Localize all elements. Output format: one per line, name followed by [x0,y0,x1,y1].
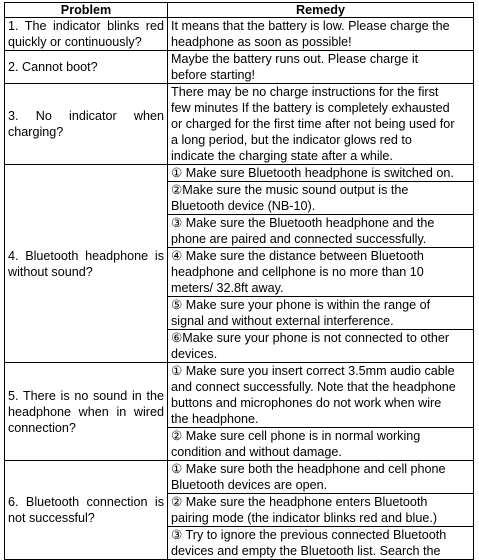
table-row [5,18,474,51]
remedy-step [168,165,473,182]
remedy-step [168,84,473,164]
header-row [5,3,474,18]
remedy-line: ① Make sure Bluetooth headphone is switched on. [171,166,454,180]
remedy-step [168,18,473,50]
remedy-line: pairing mode (the indicator blinks red and blue.) [171,511,438,525]
remedy-line: ① Make sure both the headphone and cell phone [171,462,446,476]
remedy-line: It means that the battery is low. Please charge the [171,19,450,33]
remedy-line: a long period, but the indicator glows red to [171,133,412,147]
problem-column-header: Problem [5,3,168,18]
remedy-cell [168,363,474,461]
remedy-line: signal and without external interference. [171,314,394,328]
remedy-line: before starting! [171,68,256,82]
remedy-step [168,363,473,428]
table-row [5,461,474,560]
troubleshooting-table [4,2,474,560]
problem-cell: 3. No indicator when charging? [5,84,168,165]
remedy-line: devices. [171,347,218,361]
remedy-line: headphone as soon as possible! [171,35,352,49]
problem-cell: 5. There is no sound in the headphone when in wired connection? [5,363,168,461]
remedy-cell [168,165,474,363]
remedy-line: ②Make sure the music sound output is the [171,183,409,197]
remedy-step [168,215,473,248]
remedy-line: ① Make sure you insert correct 3.5mm audio cable [171,364,455,378]
table-row [5,165,474,363]
remedy-line: the headphone. [171,412,259,426]
remedy-step [168,297,473,330]
remedy-line: ④ Make sure the distance between Bluetooth [171,249,424,263]
remedy-line: devices and empty the Bluetooth list. Search the [171,544,441,558]
table-row [5,51,474,84]
remedy-line: indicate the charging state after a while. [171,149,393,163]
remedy-line: ③ Make sure the Bluetooth headphone and the [171,216,435,230]
problem-cell: 6. Bluetooth connection is not successful? [5,461,168,560]
remedy-step [168,51,473,83]
table-row [5,363,474,461]
remedy-line: ③ Try to ignore the previous connected Bluetooth [171,528,447,542]
remedy-line: few minutes If the battery is completely exhausted [171,101,450,115]
remedy-line: There may be no charge instructions for the first [171,85,439,99]
remedy-step [168,330,473,362]
remedy-line: ⑥Make sure your phone is not connected to other [171,331,450,345]
remedy-line: or charged for the first time after not being used for [171,117,455,131]
remedy-step [168,248,473,297]
remedy-line: headphone and cellphone is no more than 10 [171,265,424,279]
remedy-step [168,494,473,527]
table-row [5,84,474,165]
remedy-column-header: Remedy [168,3,474,18]
problem-cell: 4. Bluetooth headphone is without sound? [5,165,168,363]
remedy-step [168,461,473,494]
remedy-line: ⑤ Make sure your phone is within the range of [171,298,431,312]
remedy-line: buttons and microphones do not work when wire [171,396,442,410]
remedy-cell [168,18,474,51]
remedy-cell [168,461,474,560]
remedy-line: phone are paired and connected successfully. [171,232,427,246]
problem-cell: 1. The indicator blinks red quickly or continuously? [5,18,168,51]
remedy-step [168,428,473,460]
remedy-line: meters/ 32.8ft away. [171,281,284,295]
remedy-line: ② Make sure cell phone is in normal working [171,429,421,443]
remedy-cell [168,84,474,165]
remedy-cell [168,51,474,84]
remedy-line: Maybe the battery runs out. Please charge it [171,52,419,66]
problem-cell: 2. Cannot boot? [5,51,168,84]
remedy-line: Bluetooth devices are open. [171,478,328,492]
remedy-line: condition and without damage. [171,445,342,459]
remedy-step [168,182,473,215]
remedy-line: and connect successfully. Note that the headphone [171,380,456,394]
remedy-line: Bluetooth device (NB-10). [171,199,316,213]
remedy-line: ② Make sure the headphone enters Bluetooth [171,495,428,509]
